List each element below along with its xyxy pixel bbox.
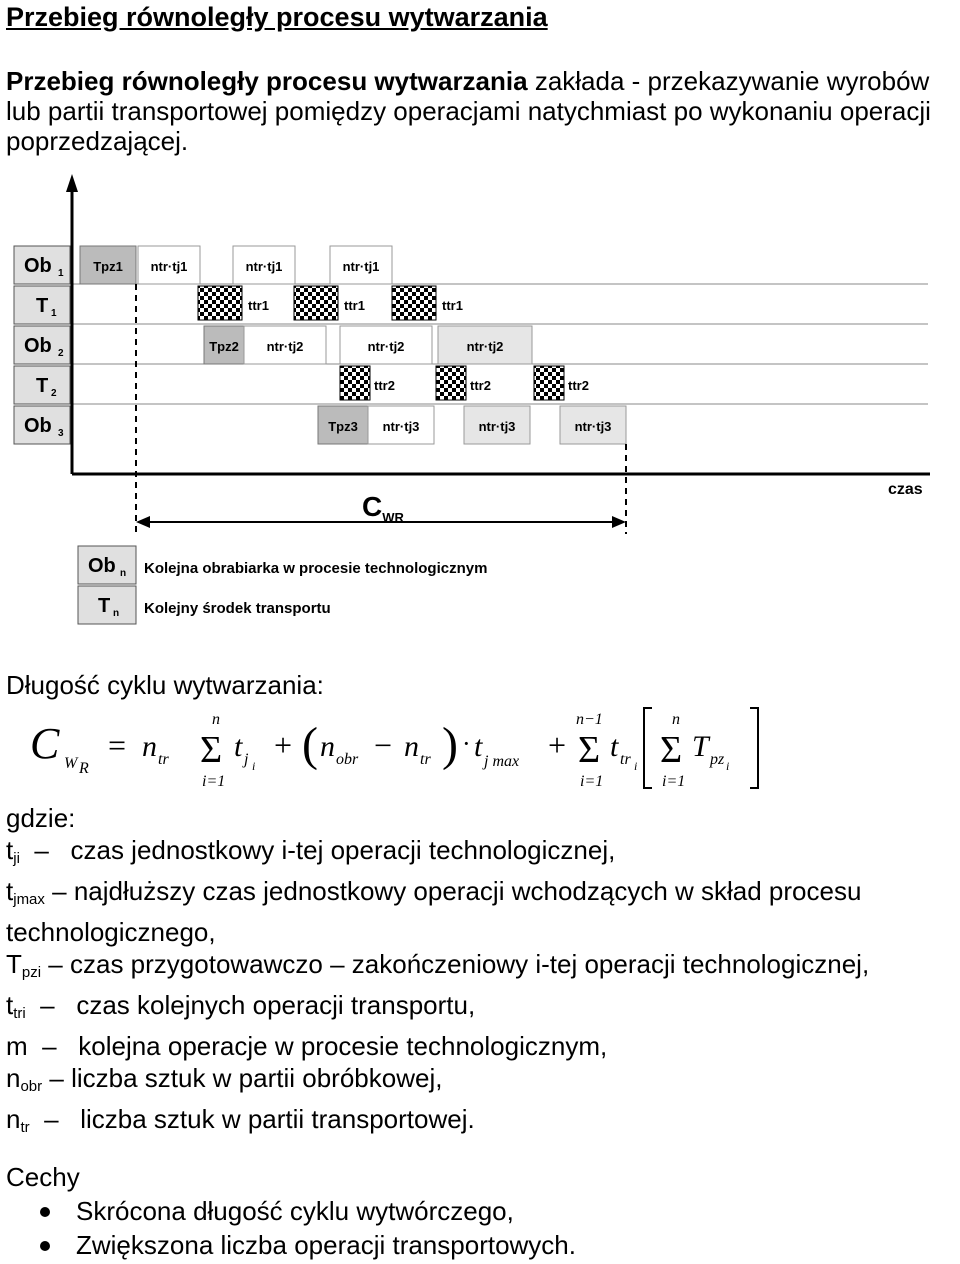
row-label-ob2 — [14, 326, 70, 364]
formula-lbracket — [644, 708, 652, 788]
formula-label: Długość cyklu wytwarzania: — [6, 670, 324, 700]
formula-Tpz-subsub: i — [726, 759, 730, 773]
setup-block-label: Tpz3 — [328, 419, 358, 434]
definition-item: $t_{ji}$ – czas jednostkowy i-tej operacji technologicznej, — [6, 835, 616, 867]
gantt-diagram — [0, 168, 960, 634]
row-label-main: Ob — [24, 255, 52, 277]
formula-sum1-bottom: i=1 — [202, 773, 226, 790]
formula-ntr-sub: tr — [158, 751, 169, 768]
formula-nobr-sub: obr — [336, 751, 359, 768]
row-label-sub: 1 — [51, 308, 57, 319]
setup-block-label: Tpz2 — [209, 339, 239, 354]
feature-text: Zwiększona liczba operacji transportowych. — [76, 1230, 576, 1260]
formula-ntr: n — [142, 730, 157, 763]
intro-paragraph — [6, 66, 946, 156]
formula-Tpz: T — [692, 730, 709, 763]
formula-t-ji: t — [234, 730, 243, 763]
t1-row-blocks — [198, 286, 463, 320]
formula-sum3-top: n — [672, 711, 680, 728]
features-title: Cechy — [6, 1162, 80, 1192]
def-text: czas przygotowawczo – zakończeniowy i-tej operacji technologicznej, — [70, 949, 870, 979]
definition-item: $t_{tri}$ – czas kolejnych operacji transportu, — [6, 990, 476, 1022]
row-label-t1 — [14, 286, 70, 324]
row-label-sub: 2 — [58, 348, 64, 359]
transport-block — [340, 366, 370, 400]
legend-key-main: T — [98, 595, 111, 617]
feature-item — [6, 1194, 576, 1228]
feature-text: Skrócona długość cyklu wytwórczego, — [76, 1196, 514, 1226]
formula-rparen: ) — [442, 718, 458, 771]
bullet-icon — [40, 1241, 50, 1251]
transport-block-label: ttr1 — [344, 298, 365, 313]
row-label-sub: 2 — [51, 388, 57, 399]
transport-block-label: ttr1 — [248, 298, 269, 313]
legend-key-sub: n — [113, 608, 120, 619]
def-subscript: pzi — [21, 964, 42, 981]
operation-block-label: ntr·tj1 — [245, 259, 283, 274]
formula-ntr2: n — [404, 730, 419, 763]
legend-text: Kolejna obrabiarka w procesie technologicznym — [144, 560, 488, 577]
formula-sum2-bottom: i=1 — [580, 773, 604, 790]
legend-text: Kolejny środek transportu — [144, 600, 331, 617]
row-label-main: T — [36, 295, 49, 317]
formula-t-tr-sub: tr — [620, 751, 631, 768]
formula-ntr2-sub: tr — [420, 751, 431, 768]
cycle-formula — [24, 700, 784, 796]
def-text: kolejna operacje w procesie technologicznym, — [78, 1031, 608, 1061]
def-subscript: obr — [20, 1078, 43, 1095]
transport-block-label: ttr1 — [442, 298, 463, 313]
def-text: najdłuższy czas jednostkowy operacji wchodzących w skład procesu technologicznego, — [6, 876, 862, 947]
formula-plus1: + — [274, 727, 293, 763]
formula-t-ji-subsub: i — [252, 759, 256, 773]
legend-key-sub: n — [120, 568, 127, 579]
row-label-sub: 1 — [58, 268, 64, 279]
formula-t-tr: t — [610, 730, 619, 763]
formula-t-jmax-sub: j max — [484, 753, 520, 770]
page-title: Przebieg równoległy procesu wytwarzania — [6, 2, 548, 32]
operation-block-label: ntr·tj1 — [150, 259, 188, 274]
transport-block — [534, 366, 564, 400]
formula-t-ji-sub: j — [244, 751, 249, 768]
formula-equals: = — [108, 727, 127, 763]
transport-block — [294, 286, 338, 320]
transport-block — [198, 286, 242, 320]
row-label-main: Ob — [24, 335, 52, 357]
formula-sum1: Σ — [200, 729, 223, 771]
row-label-sub: 3 — [58, 428, 64, 439]
transport-block — [436, 366, 466, 400]
definition-item: $T_{pzi}$ – czas przygotowawczo – zakończeniowy i-tej operacji technologicznej, — [6, 949, 870, 981]
transport-block-label: ttr2 — [470, 378, 491, 393]
definition-item: $t_{jmax}$ – najdłuższy czas jednostkowy operacji wchodzących w skład procesu technologicznego, — [6, 876, 862, 947]
def-text: czas jednostkowy i-tej operacji technologicznej, — [70, 835, 616, 865]
definition-item: $n_{obr}$ – liczba sztuk w partii obróbkowej, — [6, 1063, 443, 1095]
intro-bold: Przebieg równoległy procesu wytwarzania — [6, 66, 528, 96]
formula-rbracket — [750, 708, 758, 788]
legend-key-main: Ob — [88, 555, 116, 577]
def-symbol: m — [6, 1031, 28, 1061]
operation-block-label: ntr·tj1 — [342, 259, 380, 274]
formula-minus: − — [374, 727, 393, 763]
formula-dot: · — [462, 729, 471, 758]
def-subscript: ji — [13, 850, 20, 867]
cycle-label-sub: WR — [382, 510, 404, 525]
bullet-icon — [40, 1207, 50, 1217]
formula-nobr: n — [320, 730, 335, 763]
def-symbol: T — [6, 949, 22, 979]
def-symbol: t — [6, 876, 14, 906]
formula-t-tr-subsub: i — [634, 759, 638, 773]
axis-label-czas: czas — [888, 481, 923, 498]
formula-lhs: C — [30, 719, 60, 768]
operation-block-label: ntr·tj3 — [574, 419, 612, 434]
def-symbol: n — [6, 1104, 21, 1134]
formula-sum2-top: n−1 — [576, 711, 603, 728]
features-section — [6, 1160, 576, 1262]
feature-item — [6, 1228, 576, 1262]
def-symbol: t — [6, 990, 14, 1020]
operation-block-label: ntr·tj2 — [466, 339, 504, 354]
def-subscript: tri — [13, 1005, 26, 1022]
formula-Tpz-sub: pz — [710, 751, 725, 768]
row-label-main: Ob — [24, 415, 52, 437]
row-labels — [14, 246, 70, 444]
formula-t-jmax: t — [474, 730, 483, 763]
ob1-row-blocks — [80, 246, 392, 284]
intro-text: zakłada - przekazywanie wyrobów lub partii transportowej pomiędzy operacjami natychmiast po wykonaniu operacji poprzedzającej. — [6, 66, 931, 156]
def-subscript: tr — [20, 1119, 30, 1136]
definitions — [6, 802, 951, 1144]
definition-item: m – kolejna operacje w procesie technologicznym, — [6, 1031, 608, 1061]
def-subscript: jmax — [13, 891, 45, 908]
formula-lhs-sub-w: W — [64, 755, 78, 772]
definition-item: $n_{tr}$ – liczba sztuk w partii transportowej. — [6, 1104, 475, 1136]
row-label-t2 — [14, 366, 70, 404]
ob2-row-blocks — [204, 326, 532, 364]
operation-block-label: ntr·tj3 — [382, 419, 420, 434]
row-label-ob3 — [14, 406, 70, 444]
transport-block-label: ttr2 — [374, 378, 395, 393]
formula-lhs-sub-r: R — [79, 760, 89, 777]
def-text: liczba sztuk w partii obróbkowej, — [71, 1063, 443, 1093]
formula-sum3: Σ — [660, 729, 683, 771]
def-symbol: n — [6, 1063, 21, 1093]
formula-sum3-bottom: i=1 — [662, 773, 686, 790]
formula-sum1-top: n — [212, 711, 220, 728]
formula-plus2: + — [548, 727, 567, 763]
def-text: liczba sztuk w partii transportowej. — [80, 1104, 475, 1134]
def-text: czas kolejnych operacji transportu, — [76, 990, 476, 1020]
cycle-label-main: C — [362, 491, 383, 522]
formula-lparen: ( — [302, 718, 318, 771]
transport-block — [392, 286, 436, 320]
def-symbol: t — [6, 835, 14, 865]
row-label-ob1 — [14, 246, 70, 284]
operation-block-label: ntr·tj2 — [266, 339, 304, 354]
setup-block-label: Tpz1 — [93, 259, 123, 274]
formula-sum2: Σ — [578, 729, 601, 771]
transport-block-label: ttr2 — [568, 378, 589, 393]
where-label: gdzie: — [6, 803, 76, 833]
row-label-main: T — [36, 375, 49, 397]
operation-block-label: ntr·tj2 — [367, 339, 405, 354]
operation-block-label: ntr·tj3 — [478, 419, 516, 434]
ob3-row-blocks — [318, 406, 626, 444]
